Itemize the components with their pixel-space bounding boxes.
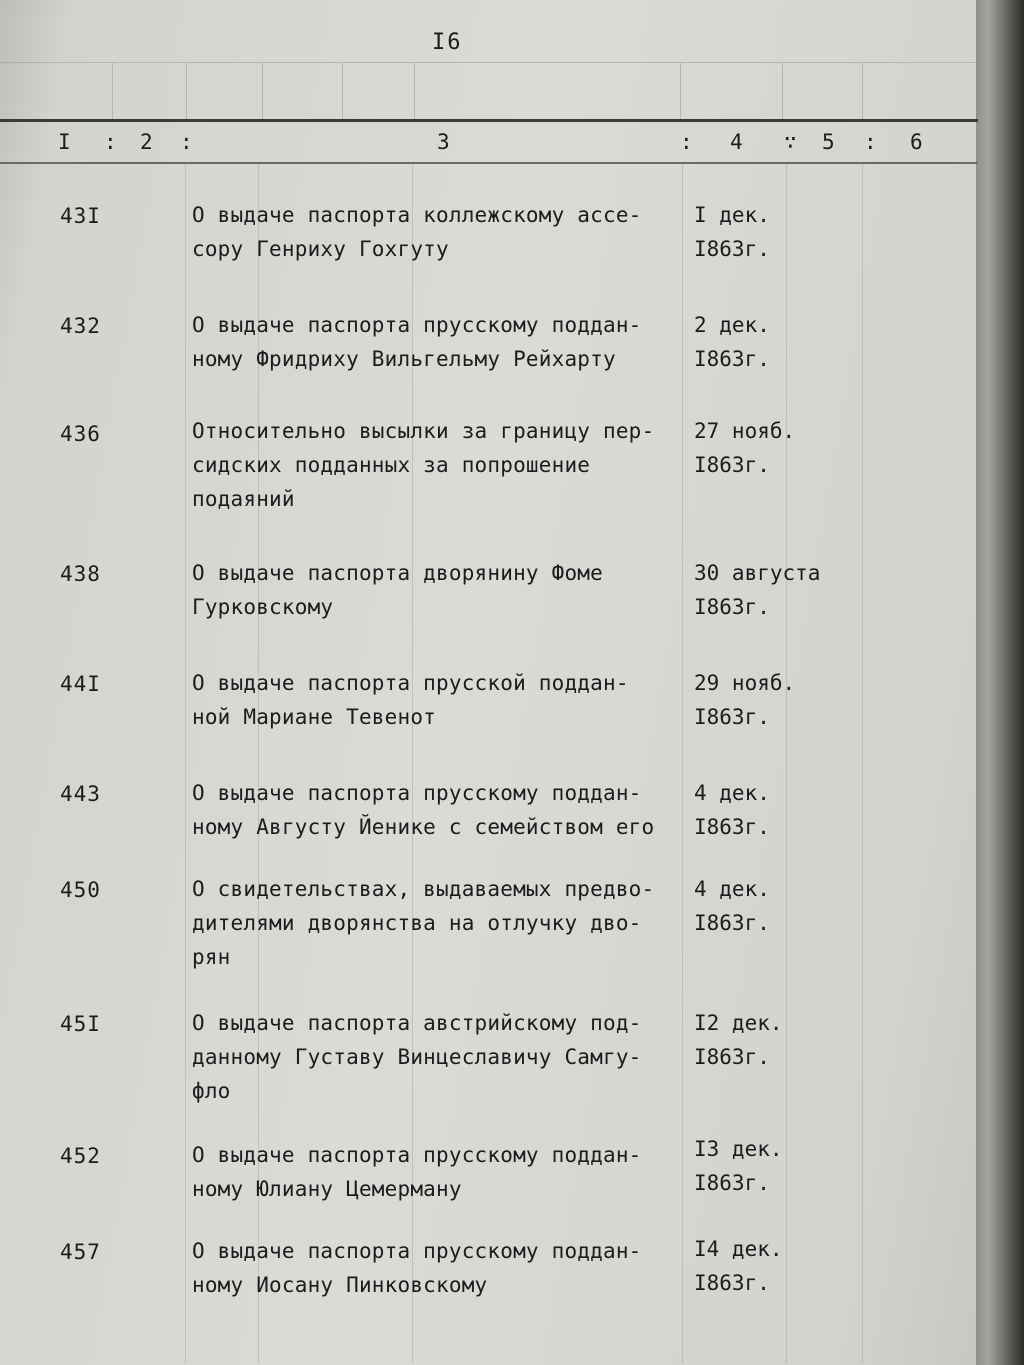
entry-text-line: Гурковскому [192,595,334,619]
entry-text-line: рян [192,945,231,969]
entry-date-line: 29 нояб. [694,671,796,695]
header-rule-top [0,119,978,122]
entry-description [192,1234,692,1302]
entry-number: 452 [60,1144,101,1168]
entry-date-line: I3 дек. [694,1137,783,1161]
entry-date-line: I863г. [694,1045,770,1069]
page-edge-shadow [976,0,1024,1365]
entry-date-line: I4 дек. [694,1237,783,1261]
column-header-5: 5 [822,130,835,154]
entry-date [694,198,770,266]
entry-number: 436 [60,422,101,446]
entry-date [694,1006,783,1074]
entry-text-line: Относительно высылки за границу пер- [192,419,655,443]
ghost-divider [862,63,863,119]
entry-description [192,1006,692,1108]
entry-date-line: 4 дек. [694,877,770,901]
column-header-2: 2 [140,130,153,154]
column-separator: : [180,130,193,154]
ghost-divider [782,63,783,119]
entry-number: 432 [60,314,101,338]
entry-date-line: I863г. [694,453,770,477]
entry-date [694,872,770,940]
page-number: I6 [432,30,463,55]
entry-date [694,308,770,376]
entry-date-line: I863г. [694,815,770,839]
entry-date-line: 2 дек. [694,313,770,337]
entry-text-line: О выдаче паспорта коллежскому ассе- [192,203,642,227]
entry-date-line: 30 августа [694,561,821,585]
entry-text-line: О выдаче паспорта прусской поддан- [192,671,629,695]
entry-date-line: I863г. [694,705,770,729]
entry-number: 43I [60,204,101,228]
entry-text-line: фло [192,1079,231,1103]
entry-text-line: дителями дворянства на отлучку дво- [192,911,642,935]
entry-date-line: I863г. [694,347,770,371]
entry-text-line: О выдаче паспорта прусскому поддан- [192,1239,642,1263]
entry-number: 450 [60,878,101,902]
entry-date [694,556,820,624]
entry-date-line: 27 нояб. [694,419,796,443]
entry-number: 457 [60,1240,101,1264]
column-separator: ∵ [784,130,797,154]
column-separator: : [680,130,693,154]
entry-text-line: ному Юлиану Цемерману [192,1177,462,1201]
entry-description [192,198,692,266]
entry-date [694,1232,783,1300]
column-header-1: I [58,130,71,154]
ghost-column-line [862,164,863,1364]
entry-text-line: О выдаче паспорта прусскому поддан- [192,313,642,337]
column-separator: : [864,130,877,154]
entry-text-line: О свидетельствах, выдаваемых предво- [192,877,655,901]
entry-description [192,872,692,974]
entry-date-line: I863г. [694,595,770,619]
entry-text-line: данному Густаву Винцеславичу Самгу- [192,1045,642,1069]
entry-number: 438 [60,562,101,586]
entry-text-line: ной Мариане Тевенот [192,705,437,729]
entry-date-line: I863г. [694,1171,770,1195]
entry-text-line: О выдаче паспорта дворянину Фоме [192,561,603,585]
column-header-6: 6 [910,130,923,154]
entry-text-line: О выдаче паспорта прусскому поддан- [192,781,642,805]
entry-date-line: I2 дек. [694,1011,783,1035]
entry-date-line: 4 дек. [694,781,770,805]
entry-text-line: подаяний [192,487,295,511]
entry-number: 443 [60,782,101,806]
column-header-3: 3 [437,130,450,154]
ghost-divider [262,63,263,119]
entry-number: 45I [60,1012,101,1036]
entry-text-line: ному Августу Йенике с семейством его [192,815,655,839]
entry-date [694,776,770,844]
entry-description [192,776,692,844]
entry-description [192,666,692,734]
ghost-column-line [786,164,787,1364]
ghost-divider [680,63,681,119]
ghost-divider [186,63,187,119]
entry-description [192,414,692,516]
entry-date [694,1132,783,1200]
entry-date-line: I863г. [694,237,770,261]
column-separator: : [104,130,117,154]
entry-date-line: I дек. [694,203,770,227]
entry-date-line: I863г. [694,1271,770,1295]
ghost-divider [414,63,415,119]
ghost-column-line [185,164,186,1364]
entry-text-line: сору Генриху Гохгуту [192,237,449,261]
bleed-through-header-grid [0,62,976,119]
entry-description [192,308,692,376]
column-header-4: 4 [730,130,743,154]
entry-text-line: О выдаче паспорта прусскому поддан- [192,1143,642,1167]
header-rule-bottom [0,162,978,164]
entry-text-line: ному Фридриху Вильгельму Рейхарту [192,347,616,371]
entry-text-line: ному Иосану Пинковскому [192,1273,488,1297]
entry-text-line: сидских подданных за попрошение [192,453,591,477]
entry-date-line: I863г. [694,911,770,935]
ghost-divider [342,63,343,119]
entry-description [192,556,692,624]
entry-number: 44I [60,672,101,696]
entry-text-line: О выдаче паспорта австрийскому под- [192,1011,642,1035]
entry-description [192,1138,692,1206]
entry-date [694,666,795,734]
ghost-divider [112,63,113,119]
entry-date [694,414,795,482]
